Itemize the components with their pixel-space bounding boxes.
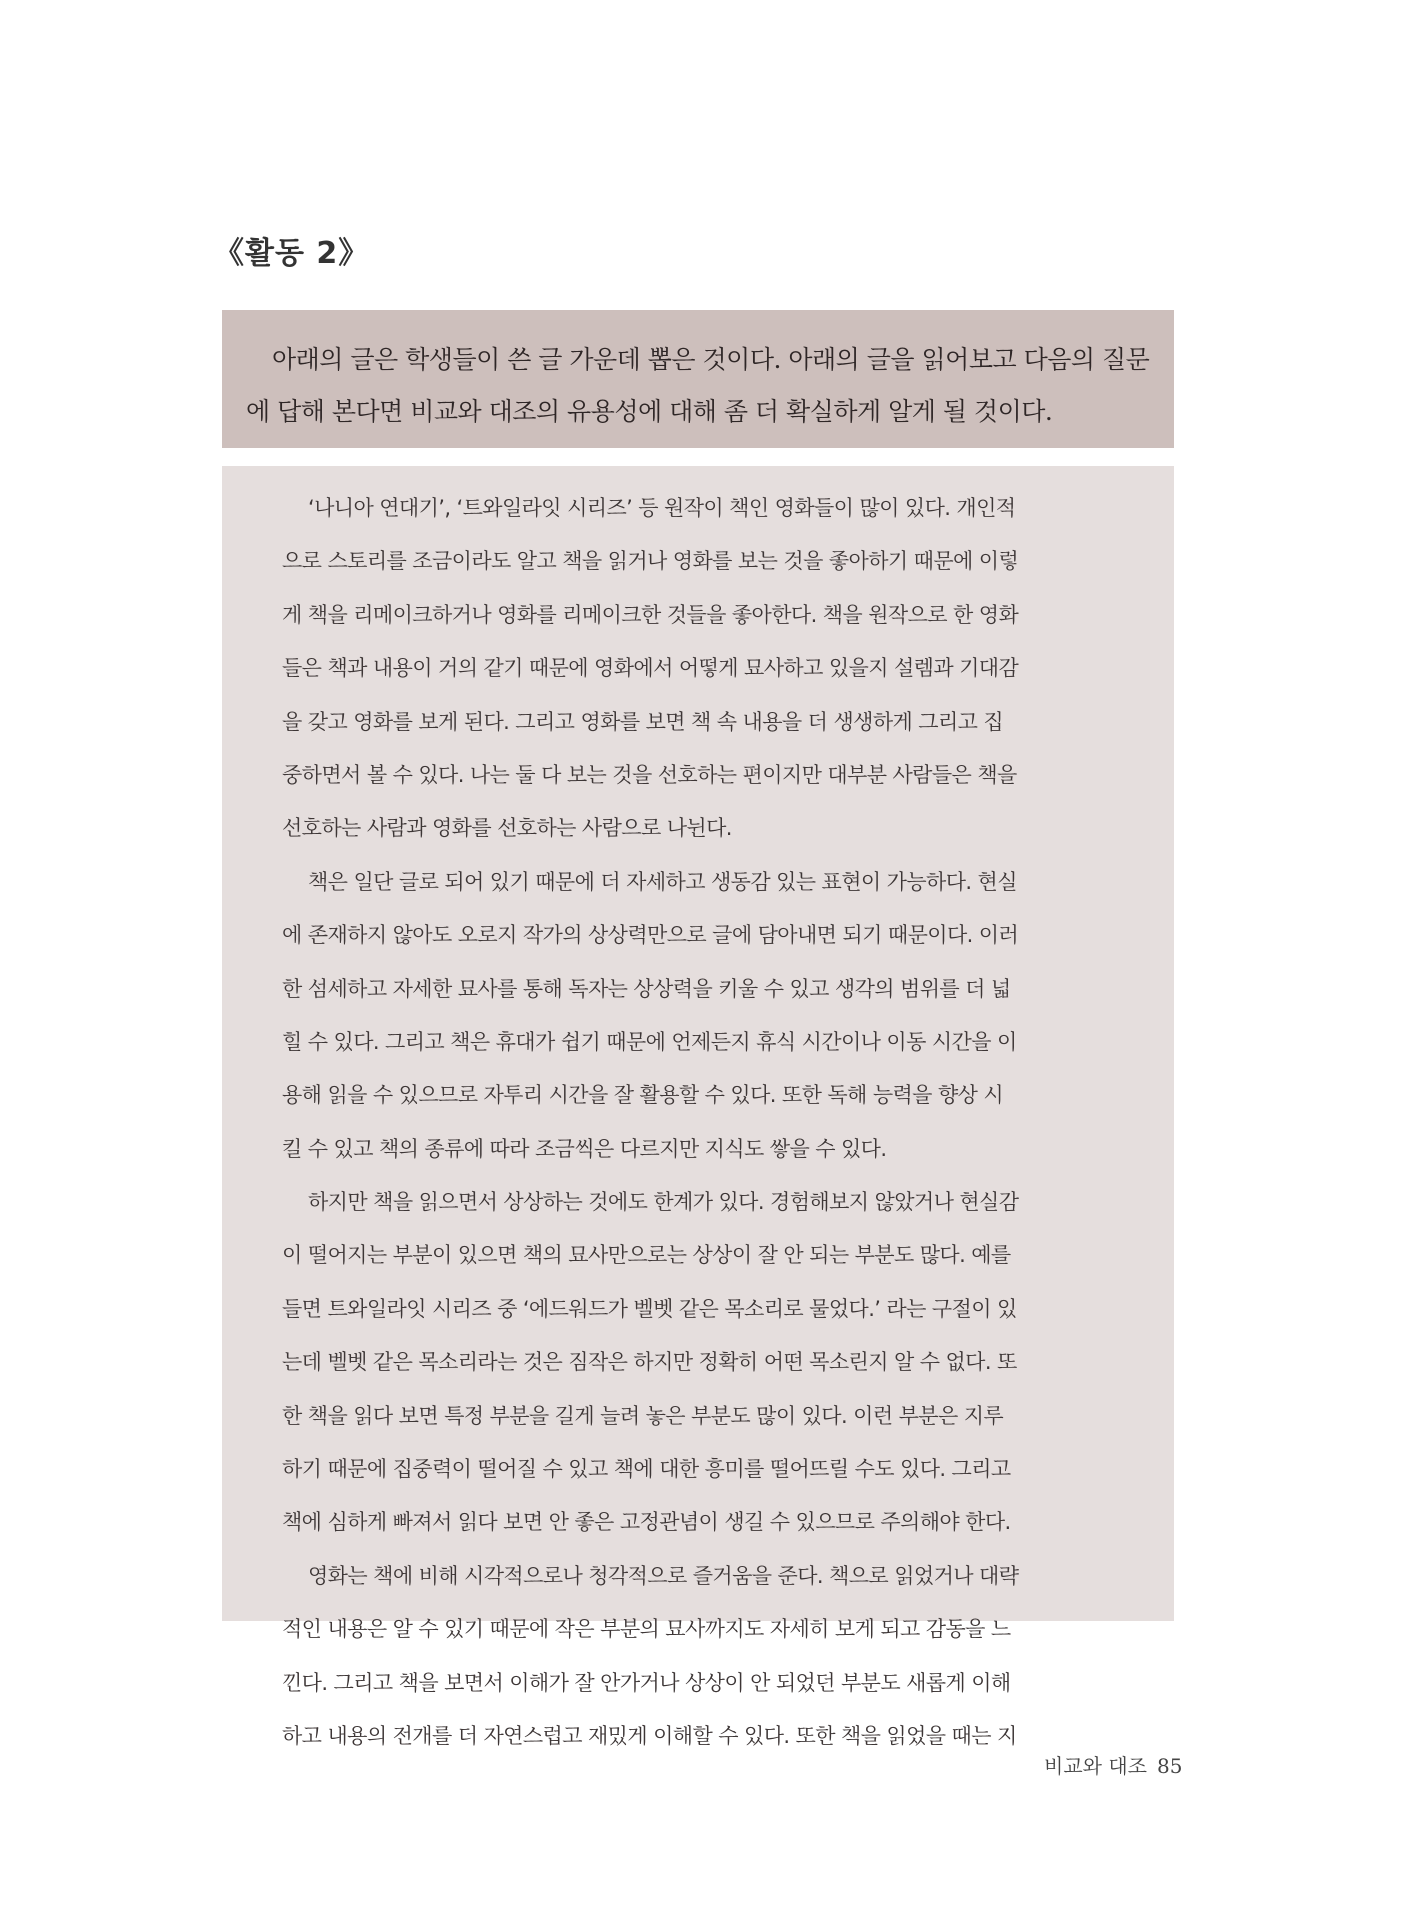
essay-line: 책에 심하게 빠져서 읽다 보면 안 좋은 고정관념이 생길 수 있으므로 주의해야 한다. bbox=[282, 1510, 1011, 1535]
essay-line: 한 책을 읽다 보면 특정 부분을 길게 늘려 놓은 부분도 많이 있다. 이런 부분은 지루 bbox=[282, 1403, 1004, 1428]
essay-line: 킬 수 있고 책의 종류에 따라 조금씩은 다르지만 지식도 쌓을 수 있다. bbox=[282, 1136, 887, 1161]
student-essay bbox=[222, 466, 1174, 1748]
activity-title: 《활동 2》 bbox=[214, 236, 370, 271]
essay-line: 들은 책과 내용이 거의 같기 때문에 영화에서 어떻게 묘사하고 있을지 설렘과 기대감 bbox=[282, 656, 1019, 681]
instruction-line: 에 답해 본다면 비교와 대조의 유용성에 대해 좀 더 확실하게 알게 될 것이다. bbox=[246, 397, 1053, 426]
essay-line: 힐 수 있다. 그리고 책은 휴대가 쉽기 때문에 언제든지 휴식 시간이나 이동 시간을 이 bbox=[282, 1029, 1017, 1054]
essay-line: ‘나니아 연대기’, ‘트와일라잇 시리즈’ 등 원작이 책인 영화들이 많이 있다. 개인적 bbox=[308, 496, 1016, 520]
essay-line: 하지만 책을 읽으면서 상상하는 것에도 한계가 있다. 경험해보지 않았거나 현실감 bbox=[308, 1190, 1019, 1215]
essay-line: 용해 읽을 수 있으므로 자투리 시간을 잘 활용할 수 있다. 또한 독해 능력을 향상 시 bbox=[282, 1083, 1004, 1108]
essay-line: 낀다. 그리고 책을 보면서 이해가 잘 안가거나 상상이 안 되었던 부분도 새롭게 이해 bbox=[282, 1670, 1011, 1695]
essay-line: 이 떨어지는 부분이 있으면 책의 묘사만으로는 상상이 잘 안 되는 부분도 많다. 예를 bbox=[282, 1243, 1011, 1268]
footer-section-title: 비교와 대조 bbox=[1044, 1754, 1147, 1778]
essay-line: 하기 때문에 집중력이 떨어질 수 있고 책에 대한 흥미를 떨어뜨릴 수도 있다. 그리고 bbox=[282, 1457, 1011, 1482]
essay-line: 하고 내용의 전개를 더 자연스럽고 재밌게 이해할 수 있다. 또한 책을 읽었을 때는 지 bbox=[282, 1723, 1017, 1748]
essay-line: 중하면서 볼 수 있다. 나는 둘 다 보는 것을 선호하는 편이지만 대부분 사람들은 책을 bbox=[282, 762, 1017, 787]
essay-line: 는데 벨벳 같은 목소리라는 것은 짐작은 하지만 정확히 어떤 목소린지 알 수 없다. 또 bbox=[282, 1350, 1017, 1375]
page-footer bbox=[1044, 1750, 1182, 1779]
instruction-text bbox=[246, 334, 1150, 438]
essay-line: 적인 내용은 알 수 있기 때문에 작은 부분의 묘사까지도 자세히 보게 되고 감동을 느 bbox=[282, 1617, 1011, 1642]
essay-line: 한 섬세하고 자세한 묘사를 통해 독자는 상상력을 키울 수 있고 생각의 범위를 더 넓 bbox=[282, 976, 1011, 1001]
page-number: 85 bbox=[1156, 1754, 1183, 1778]
instruction-line: 아래의 글은 학생들이 쓴 글 가운데 뽑은 것이다. 아래의 글을 읽어보고 다음의 질문 bbox=[272, 345, 1150, 374]
essay-line: 에 존재하지 않아도 오로지 작가의 상상력만으로 글에 담아내면 되기 때문이다. 이러 bbox=[282, 923, 1019, 948]
essay-line: 을 갖고 영화를 보게 된다. 그리고 영화를 보면 책 속 내용을 더 생생하게 그리고 집 bbox=[282, 709, 1004, 734]
instruction-box bbox=[222, 310, 1174, 448]
essay-line: 책은 일단 글로 되어 있기 때문에 더 자세하고 생동감 있는 표현이 가능하다. 현실 bbox=[308, 869, 1017, 894]
essay-line: 으로 스토리를 조금이라도 알고 책을 읽거나 영화를 보는 것을 좋아하기 때문에 이렇 bbox=[282, 549, 1019, 574]
essay-line: 들면 트와일라잇 시리즈 중 ‘에드워드가 벨벳 같은 목소리로 물었다.’ 라는 구절이 있 bbox=[282, 1296, 1017, 1321]
essay-line: 영화는 책에 비해 시각적으로나 청각적으로 즐거움을 준다. 책으로 읽었거나 대략 bbox=[308, 1563, 1019, 1588]
essay-line: 게 책을 리메이크하거나 영화를 리메이크한 것들을 좋아한다. 책을 원작으로 한 영화 bbox=[282, 602, 1019, 627]
essay-line: 선호하는 사람과 영화를 선호하는 사람으로 나뉜다. bbox=[282, 816, 732, 841]
